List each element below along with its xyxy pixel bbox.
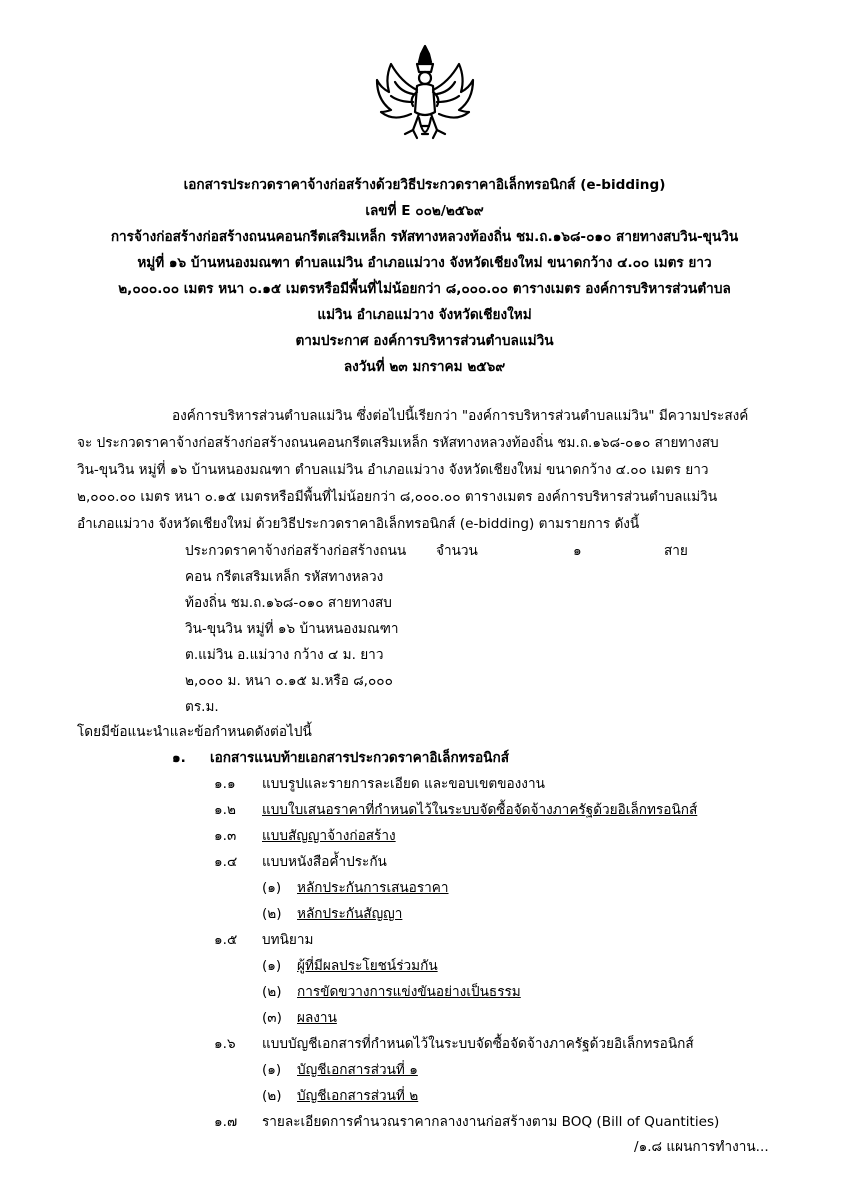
project-title-line4: แม่วิน อำเภอแม่วาง จังหวัดเชียงใหม่ bbox=[317, 307, 532, 323]
garuda-emblem bbox=[373, 42, 477, 150]
continuation-note: /๑.๘ แผนการทำงาน... bbox=[634, 1139, 769, 1155]
intro-line-1: องค์การบริหารส่วนตำบลแม่วิน ซึ่งต่อไปนี้เรียกว่า "องค์การบริหารส่วนตำบลแม่วิน" มีความประสงค์ bbox=[172, 408, 749, 424]
item-description-line: ท้องถิ่น ชม.ถ.๑๖๘-๐๑๐ สายทางสบ bbox=[185, 595, 392, 611]
intro-line-2: จะ ประกวดราคาจ้างก่อสร้างก่อสร้างถนนคอนกรีตเสริมเหล็ก รหัสทางหลวงท้องถิ่น ชม.ถ.๑๖๘-๐๑๐ สายทางสบ bbox=[77, 435, 719, 451]
intro-line-3: วิน-ขุนวิน หมู่ที่ ๑๖ บ้านหนองมณฑา ตำบลแม่วิน อำเภอแม่วาง จังหวัดเชียงใหม่ ขนาดกว้าง ๔.๐๐ เมตร ยาว bbox=[77, 462, 709, 478]
subitem-number: (๑) bbox=[262, 880, 282, 896]
item-text: แบบรูปและรายการละเอียด และขอบเขตของงาน bbox=[262, 776, 545, 792]
item-number: ๑.๓ bbox=[214, 828, 237, 844]
subitem-number: (๑) bbox=[262, 1062, 282, 1078]
item-unit: สาย bbox=[664, 543, 688, 559]
announcement-reference: ตามประกาศ องค์การบริหารส่วนตำบลแม่วิน bbox=[295, 333, 554, 349]
item-number: ๑.๑ bbox=[214, 776, 236, 792]
item-number: ๑.๔ bbox=[214, 854, 238, 870]
item-text: รายละเอียดการคำนวณราคากลางงานก่อสร้างตาม BOQ (Bill of Quantities) bbox=[262, 1114, 720, 1130]
attachment-link[interactable]: แบบใบเสนอราคาที่กำหนดไว้ในระบบจัดซื้อจัดจ้างภาครัฐด้วยอิเล็กทรอนิกส์ bbox=[262, 802, 698, 818]
item-text: แบบบัญชีเอกสารที่กำหนดไว้ในระบบจัดซื้อจัดจ้างภาครัฐด้วยอิเล็กทรอนิกส์ bbox=[262, 1036, 694, 1052]
item-number: ๑.๗ bbox=[214, 1114, 238, 1130]
item-description-line: ตร.ม. bbox=[185, 699, 219, 715]
subitem-number: (๓) bbox=[262, 1010, 282, 1026]
item-text: บทนิยาม bbox=[262, 932, 314, 948]
attachment-link[interactable]: แบบสัญญาจ้างก่อสร้าง bbox=[262, 828, 396, 844]
subitem-number: (๒) bbox=[262, 984, 282, 1000]
guidance-line: โดยมีข้อแนะนำและข้อกำหนดดังต่อไปนี้ bbox=[77, 724, 312, 740]
item-number: ๑.๒ bbox=[214, 802, 236, 818]
attachment-link[interactable]: การขัดขวางการแข่งขันอย่างเป็นธรรม bbox=[297, 984, 521, 1000]
subitem-number: (๒) bbox=[262, 906, 282, 922]
attachment-link[interactable]: หลักประกันการเสนอราคา bbox=[297, 880, 449, 896]
section-1-number: ๑. bbox=[172, 750, 186, 766]
attachment-link[interactable]: ผลงาน bbox=[297, 1010, 337, 1026]
item-description-line: คอน กรีตเสริมเหล็ก รหัสทางหลวง bbox=[185, 569, 384, 585]
project-title-line1: การจ้างก่อสร้างก่อสร้างถนนคอนกรีตเสริมเหล็ก รหัสทางหลวงท้องถิ่น ชม.ถ.๑๖๘-๐๑๐ สายทางสบวิน-ขุนวิน bbox=[110, 229, 739, 245]
project-title-line3: ๒,๐๐๐.๐๐ เมตร หนา ๐.๑๕ เมตรหรือมีพื้นที่ไม่น้อยกว่า ๘,๐๐๐.๐๐ ตารางเมตร องค์การบริหารส่วนตำบล bbox=[118, 281, 731, 297]
document-title: เอกสารประกวดราคาจ้างก่อสร้างด้วยวิธีประกวดราคาอิเล็กทรอนิกส์ (e-bidding) bbox=[183, 177, 666, 193]
project-title-line2: หมู่ที่ ๑๖ บ้านหนองมณฑา ตำบลแม่วิน อำเภอแม่วาง จังหวัดเชียงใหม่ ขนาดกว้าง ๔.๐๐ เมตร ยาว bbox=[137, 255, 712, 271]
subitem-number: (๑) bbox=[262, 958, 282, 974]
document-number: เลขที่ E ๐๐๒/๒๕๖๙ bbox=[365, 203, 484, 219]
item-number: ๑.๖ bbox=[214, 1036, 236, 1052]
item-quantity-value: ๑ bbox=[573, 543, 582, 559]
announcement-date: ลงวันที่ ๒๓ มกราคม ๒๕๖๙ bbox=[343, 359, 506, 375]
intro-line-5: อำเภอแม่วาง จังหวัดเชียงใหม่ ด้วยวิธีประกวดราคาอิเล็กทรอนิกส์ (e-bidding) ตามรายการ ดังนี้ bbox=[77, 516, 640, 532]
item-number: ๑.๕ bbox=[214, 932, 238, 948]
attachment-link[interactable]: ผู้ที่มีผลประโยชน์ร่วมกัน bbox=[297, 958, 438, 974]
intro-line-4: ๒,๐๐๐.๐๐ เมตร หนา ๐.๑๕ เมตรหรือมีพื้นที่ไม่น้อยกว่า ๘,๐๐๐.๐๐ ตารางเมตร องค์การบริหารส่วนตำบลแม่วิน bbox=[77, 489, 718, 505]
item-description-line: ต.แม่วิน อ.แม่วาง กว้าง ๔ ม. ยาว bbox=[185, 647, 384, 663]
attachment-link[interactable]: บัญชีเอกสารส่วนที่ ๑ bbox=[297, 1062, 418, 1078]
item-description-line: ประกวดราคาจ้างก่อสร้างก่อสร้างถนน bbox=[185, 543, 407, 559]
item-description-line: วิน-ขุนวิน หมู่ที่ ๑๖ บ้านหนองมณฑา bbox=[185, 621, 399, 637]
attachment-link[interactable]: บัญชีเอกสารส่วนที่ ๒ bbox=[297, 1088, 419, 1104]
item-quantity-label: จำนวน bbox=[436, 543, 478, 559]
item-description-line: ๒,๐๐๐ ม. หนา ๐.๑๕ ม.หรือ ๘,๐๐๐ bbox=[185, 673, 393, 689]
subitem-number: (๒) bbox=[262, 1088, 282, 1104]
section-1-title: เอกสารแนบท้ายเอกสารประกวดราคาอิเล็กทรอนิกส์ bbox=[210, 750, 509, 766]
item-text: แบบหนังสือค้ำประกัน bbox=[262, 854, 387, 870]
attachment-link[interactable]: หลักประกันสัญญา bbox=[297, 906, 403, 922]
